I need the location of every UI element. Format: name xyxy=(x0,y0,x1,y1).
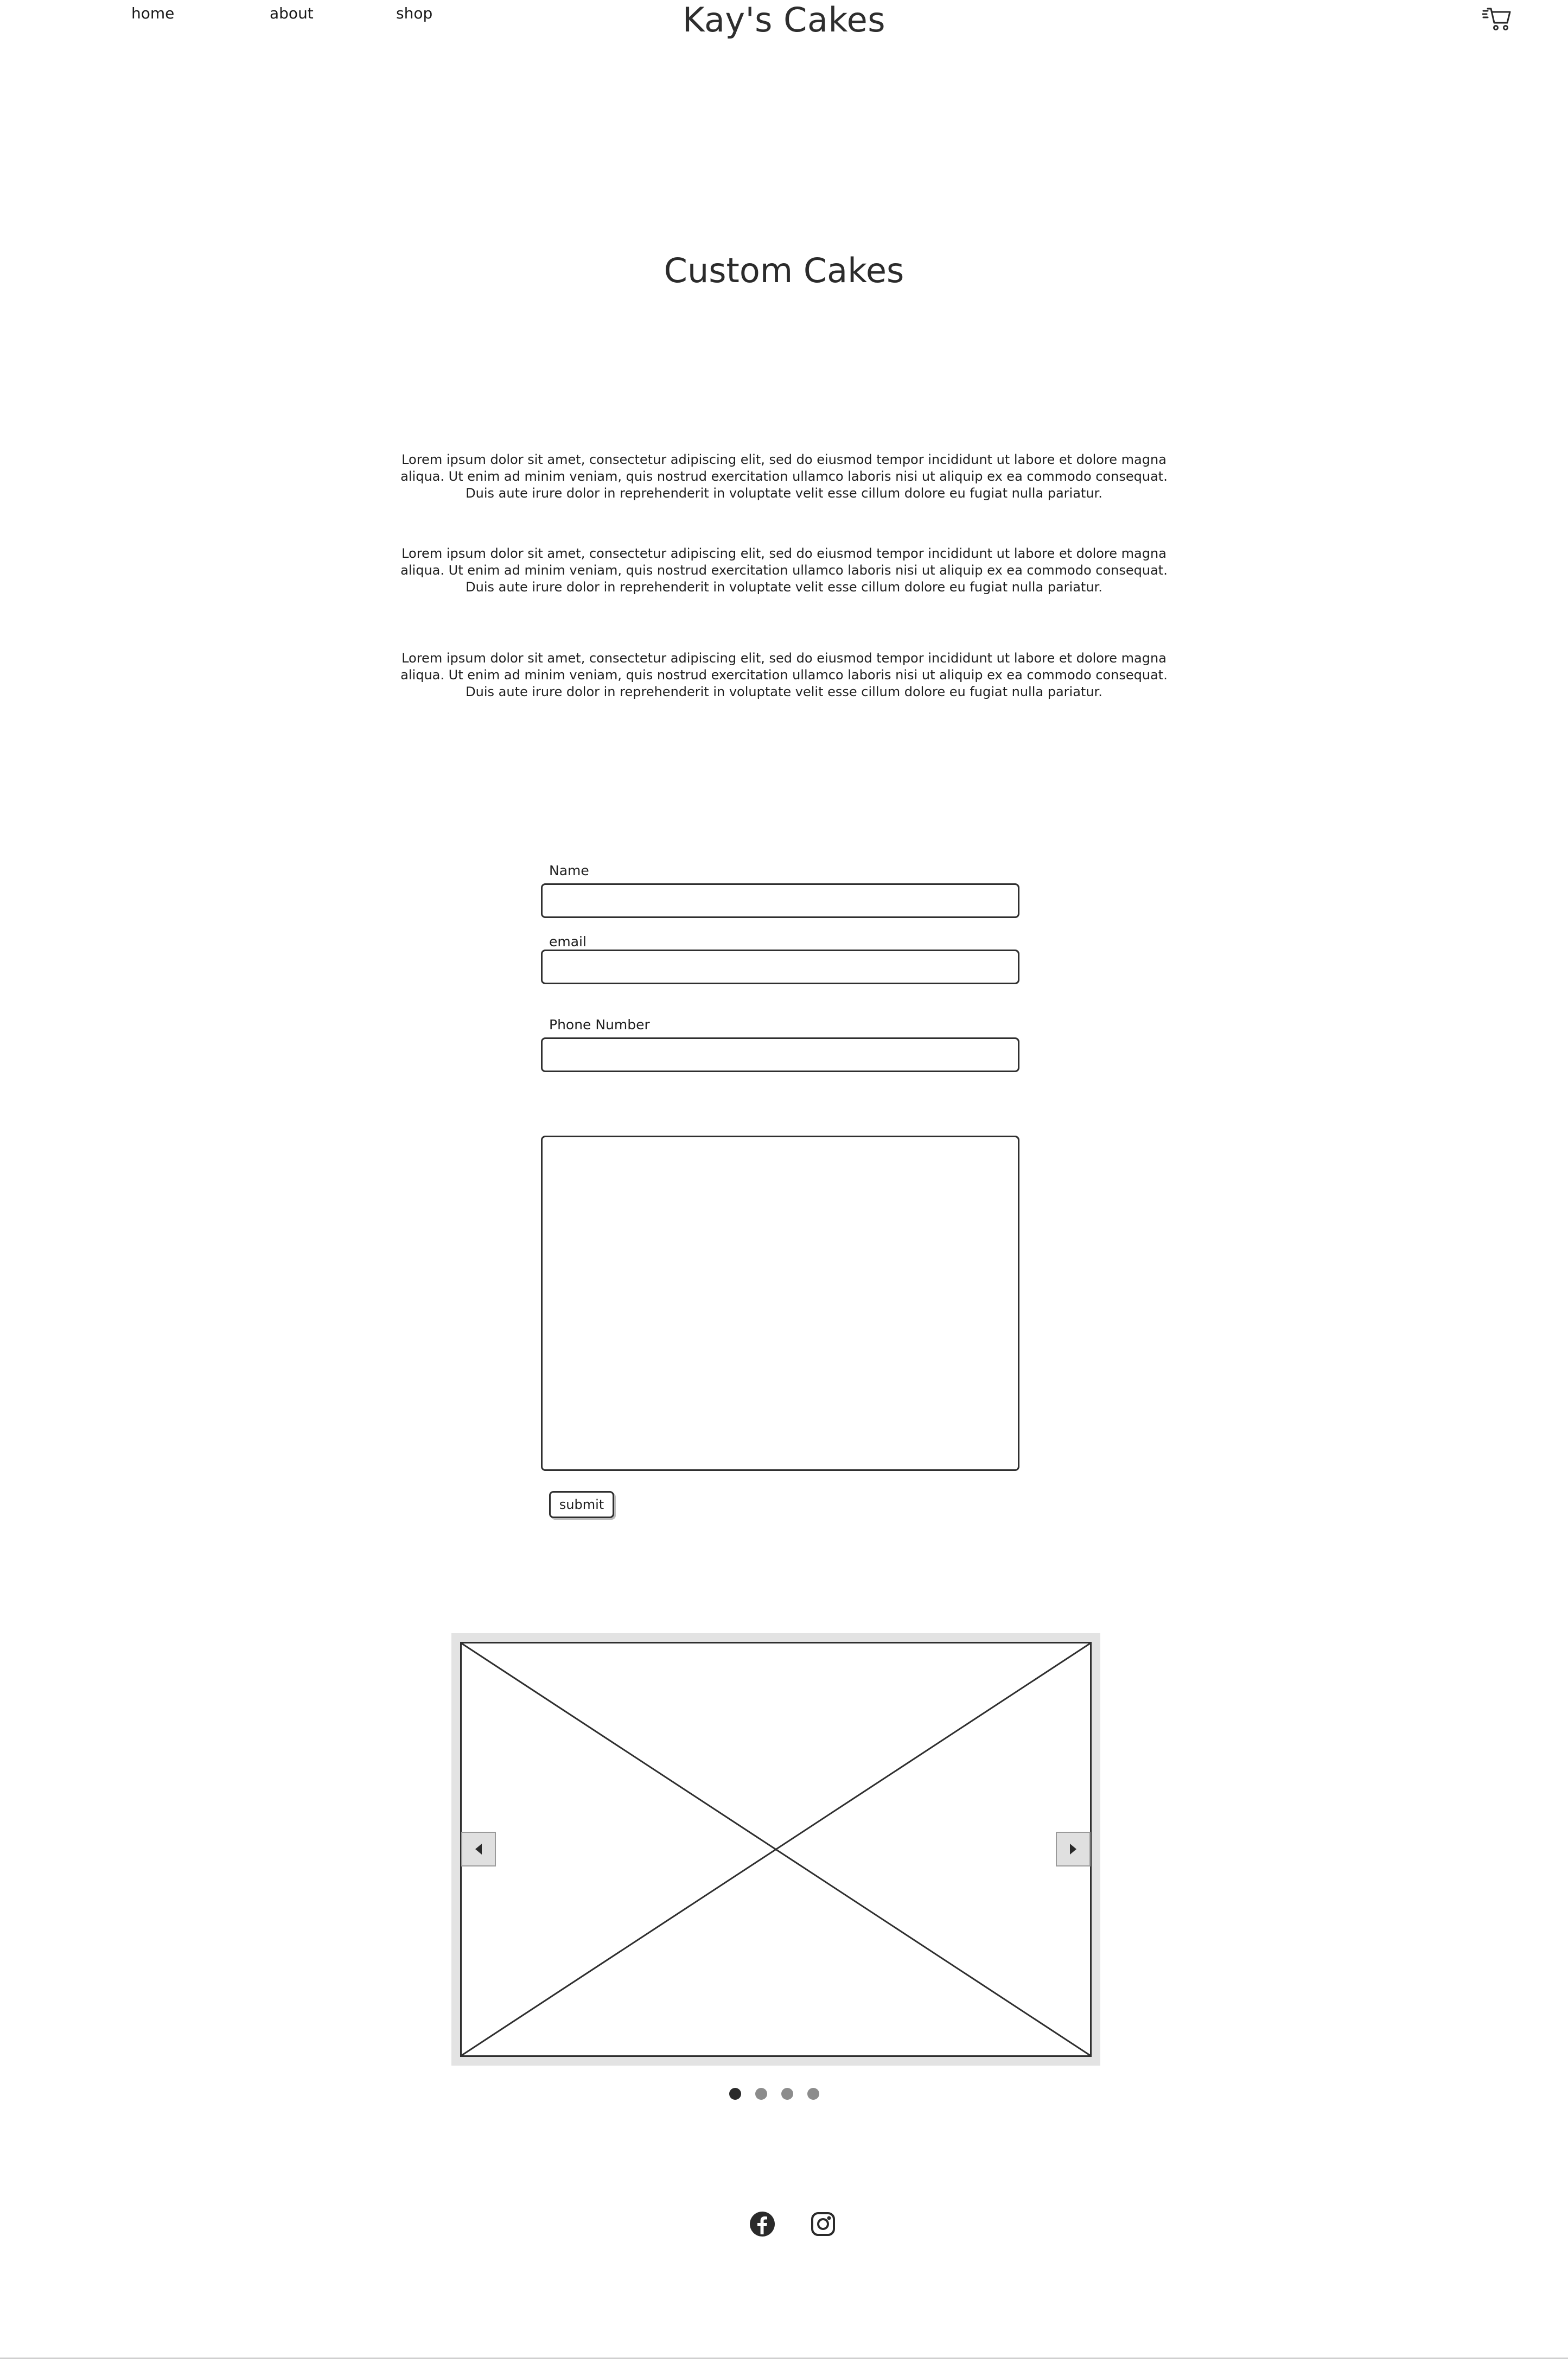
email-label: email xyxy=(549,934,587,950)
site-brand: Kay's Cakes xyxy=(682,0,886,40)
body-paragraph: Lorem ipsum dolor sit amet, consectetur adipiscing elit, sed do eiusmod tempor incididunt ut labore et dolore magna aliqua. Ut enim ad minim veniam, quis nostrud exercitation ullamco laboris nisi ut aliquip ex ea commodo consequat. Duis aute irure dolor in reprehenderit in voluptate velit esse cillum dolore eu fugiat nulla pariatur. xyxy=(400,546,1168,595)
image-carousel xyxy=(451,1633,1100,2066)
body-paragraph: Lorem ipsum dolor sit amet, consectetur adipiscing elit, sed do eiusmod tempor incididunt ut labore et dolore magna aliqua. Ut enim ad minim veniam, quis nostrud exercitation ullamco laboris nisi ut aliquip ex ea commodo consequat. Duis aute irure dolor in reprehenderit in voluptate velit esse cillum dolore eu fugiat nulla pariatur. xyxy=(400,452,1168,501)
instagram-icon[interactable] xyxy=(810,2210,837,2238)
email-input[interactable] xyxy=(541,950,1019,984)
carousel-dot[interactable] xyxy=(781,2088,793,2100)
carousel-image-placeholder xyxy=(460,1642,1092,2057)
chevron-left-icon xyxy=(473,1843,484,1856)
body-paragraph: Lorem ipsum dolor sit amet, consectetur adipiscing elit, sed do eiusmod tempor incididunt ut labore et dolore magna aliqua. Ut enim ad minim veniam, quis nostrud exercitation ullamco laboris nisi ut aliquip ex ea commodo consequat. Duis aute irure dolor in reprehenderit in voluptate velit esse cillum dolore eu fugiat nulla pariatur. xyxy=(400,651,1168,699)
nav-shop-link[interactable]: shop xyxy=(396,4,433,22)
message-textarea[interactable] xyxy=(541,1136,1019,1471)
name-input[interactable] xyxy=(541,883,1019,918)
submit-button[interactable]: submit xyxy=(549,1491,614,1518)
cart-icon[interactable] xyxy=(1482,7,1512,31)
carousel-prev-button[interactable] xyxy=(461,1832,496,1866)
phone-input[interactable] xyxy=(541,1037,1019,1072)
chevron-right-icon xyxy=(1068,1843,1079,1856)
carousel-dot[interactable] xyxy=(755,2088,767,2100)
nav-home-link[interactable]: home xyxy=(131,4,175,22)
phone-label: Phone Number xyxy=(549,1017,650,1033)
nav-about-link[interactable]: about xyxy=(270,4,314,22)
carousel-next-button[interactable] xyxy=(1056,1832,1091,1866)
facebook-icon[interactable] xyxy=(749,2210,776,2238)
page-title: Custom Cakes xyxy=(664,251,904,290)
carousel-dot[interactable] xyxy=(807,2088,819,2100)
carousel-dot[interactable] xyxy=(729,2088,741,2100)
footer-divider xyxy=(0,2358,1568,2359)
name-label: Name xyxy=(549,863,589,878)
